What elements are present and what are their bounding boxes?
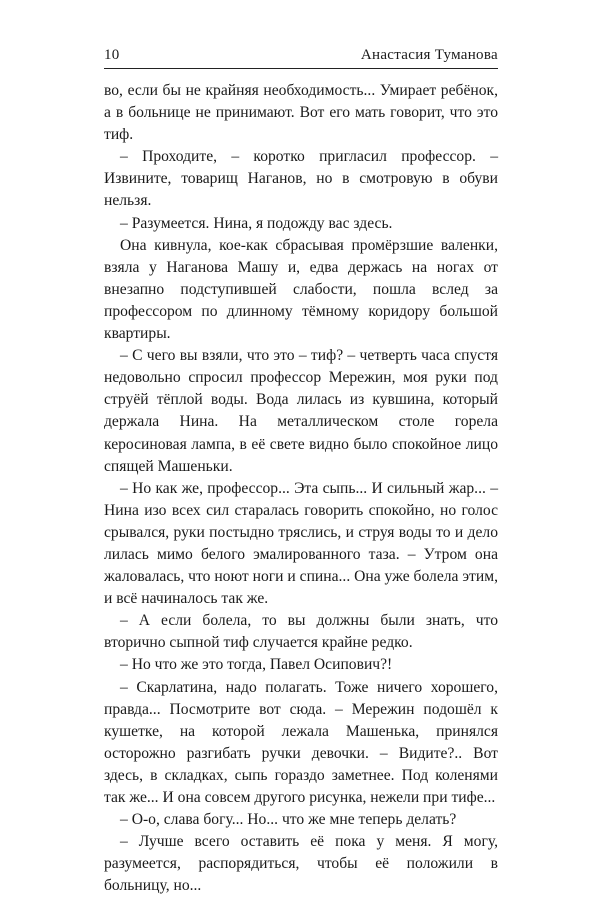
paragraph: – С чего вы взяли, что это – тиф? – четверть часа спустя недовольно спросил профессор Мережин, моя руки под струёй тёплой воды. Вода лилась из кувшина, который держала Нина. На металлическом столе горела керосиновая лампа, в её свете видно было спокойное лицо спящей Машеньки. bbox=[104, 347, 498, 475]
paragraph: – Но как же, профессор... Эта сыпь... И сильный жар... – Нина изо всех сил старалась говорить спокойно, но голос срывался, руки постыдно тряслись, и струя воды то и дело лилась мимо белого эмалированного таза. – Утром она жаловалась, что ноют ноги и спина... Она уже болела этим, и всё начиналось так же. bbox=[104, 479, 498, 608]
paragraph: – О-о, слава богу... Но... что же мне теперь делать? bbox=[120, 811, 457, 829]
paragraph: – Лучше всего оставить её пока у меня. Я могу, разумеется, распорядиться, чтобы её положили в больницу, но... bbox=[104, 833, 498, 895]
paragraph: Она кивнула, кое-как сбрасывая промёрзшие валенки, взяла у Наганова Машу и, едва держась на ногах от внезапно подступившей слабости, пошла вслед за профессором по длинному тёмному коридору большой квартиры. bbox=[104, 236, 498, 343]
paragraph: – Разумеется. Нина, я подожду вас здесь. bbox=[120, 214, 393, 232]
paragraph: – А если болела, то вы должны были знать, что вторично сыпной тиф случается крайне редко. bbox=[104, 612, 498, 652]
running-header bbox=[104, 40, 498, 64]
header-rule bbox=[104, 68, 498, 69]
paragraph: – Проходите, – коротко пригласил профессор. – Извините, товарищ Наганов, но в смотровую в обуви нельзя. bbox=[104, 148, 498, 210]
paragraph: – Скарлатина, надо полагать. Тоже ничего хорошего, правда... Посмотрите вот сюда. – Мережин подошёл к кушетке, на которой лежала Машенька, принялся осторожно разгибать ручки девочки. – Видите?.. Вот здесь, в складках, сыпь гораздо заметнее. Под коленями так же... И она совсем другого рисунка, нежели при тифе... bbox=[104, 678, 498, 806]
paragraph: во, если бы не крайняя необходимость... Умирает ребёнок, а в больнице не принимают. Вот его мать говорит, что это тиф. bbox=[104, 82, 498, 144]
author-name: Анастасия Туманова bbox=[360, 47, 498, 63]
text-body bbox=[104, 80, 498, 897]
paragraph: – Но что же это тогда, Павел Осипович?! bbox=[120, 656, 393, 674]
page-number: 10 bbox=[104, 47, 120, 63]
